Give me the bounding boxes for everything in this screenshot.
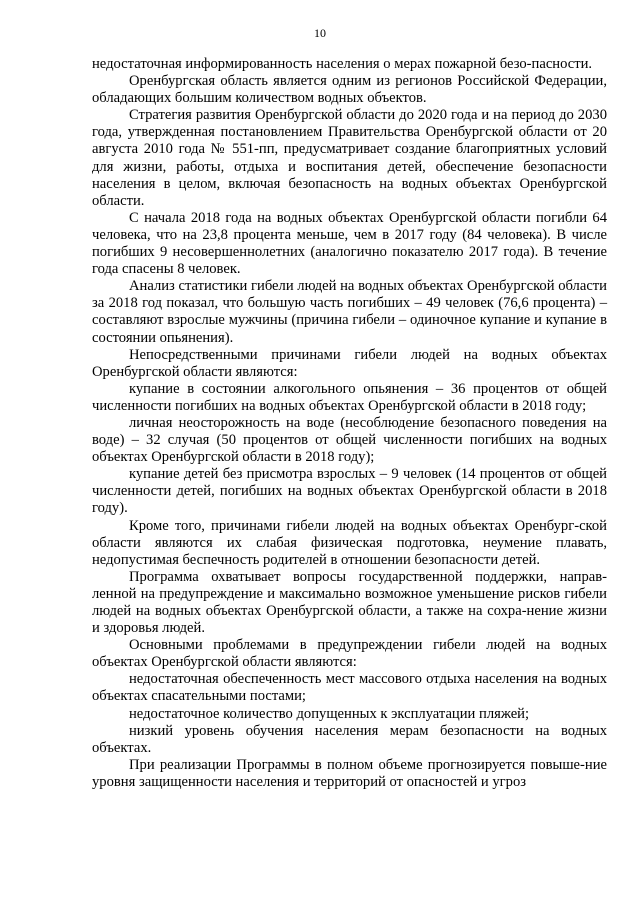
paragraph: При реализации Программы в полном объеме прогнозируется повыше-ние уровня защищенности населения и территорий от опасностей и угроз [92, 756, 607, 790]
document-body [92, 56, 607, 791]
paragraph: купание в состоянии алкогольного опьянения – 36 процентов от общей численности погибших на водных объектах Оренбургской области в 2018 году; [92, 380, 607, 414]
paragraph: Непосредственными причинами гибели людей на водных объектах Оренбургской области являются: [92, 346, 607, 380]
paragraph: недостаточное количество допущенных к эксплуатации пляжей; [129, 705, 530, 722]
paragraph: Программа охватывает вопросы государственной поддержки, направ-ленной на предупреждение и максимально возможное уменьшение рисков гибели людей на водных объектах Оренбургской области, а также на сохра-нение жизни и здоровья людей. [92, 568, 607, 637]
paragraph: Стратегия развития Оренбургской области до 2020 года и на период до 2030 года, утвержденная постановлением Правительства Оренбургской области от 20 августа 2010 года № 551-пп, предусматривает создание благоприятных условий для жизни, работы, отдыха и воспитания детей, обеспечение безопасности населения в целом, включая безопасность на водных объектах Оренбургской области. [92, 107, 607, 209]
paragraph: низкий уровень обучения населения мерам безопасности на водных объектах. [92, 722, 607, 756]
paragraph: личная неосторожность на воде (несоблюдение безопасного поведения на воде) – 32 случая (50 процентов от общей численности погибших на водных объектах Оренбургской области в 2018 году); [92, 414, 607, 466]
paragraph: купание детей без присмотра взрослых – 9 человек (14 процентов от общей численности детей, погибших на водных объектах Оренбургской области в 2018 году). [92, 466, 607, 517]
paragraph: Анализ статистики гибели людей на водных объектах Оренбургской области за 2018 год показал, что большую часть погибших – 49 человек (76,6 процента) – составляют взрослые мужчины (причина гибели – одиночное купание и купание в состоянии опьянения). [92, 278, 607, 346]
paragraph: недостаточная информированность населения о мерах пожарной безо-пасности. [92, 56, 593, 72]
page-number: 10 [314, 26, 326, 40]
paragraph: Кроме того, причинами гибели людей на водных объектах Оренбург-ской области являются их слабая физическая подготовка, неумение плавать, недопустимая беспечность родителей в отношении безопасности детей. [92, 517, 607, 568]
paragraph: С начала 2018 года на водных объектах Оренбургской области погибли 64 человека, что на 23,8 процента меньше, чем в 2017 году (84 человека). В числе погибших 9 несовершеннолетних (аналогично показателю 2017 года). В течение года спасены 8 человек. [92, 209, 607, 278]
paragraph: Оренбургская область является одним из регионов Российской Федерации, обладающих большим количеством водных объектов. [92, 73, 607, 107]
paragraph: Основными проблемами в предупреждении гибели людей на водных объектах Оренбургской области являются: [92, 637, 607, 671]
paragraph: недостаточная обеспеченность мест массового отдыха населения на водных объектах спасательными постами; [92, 671, 607, 705]
